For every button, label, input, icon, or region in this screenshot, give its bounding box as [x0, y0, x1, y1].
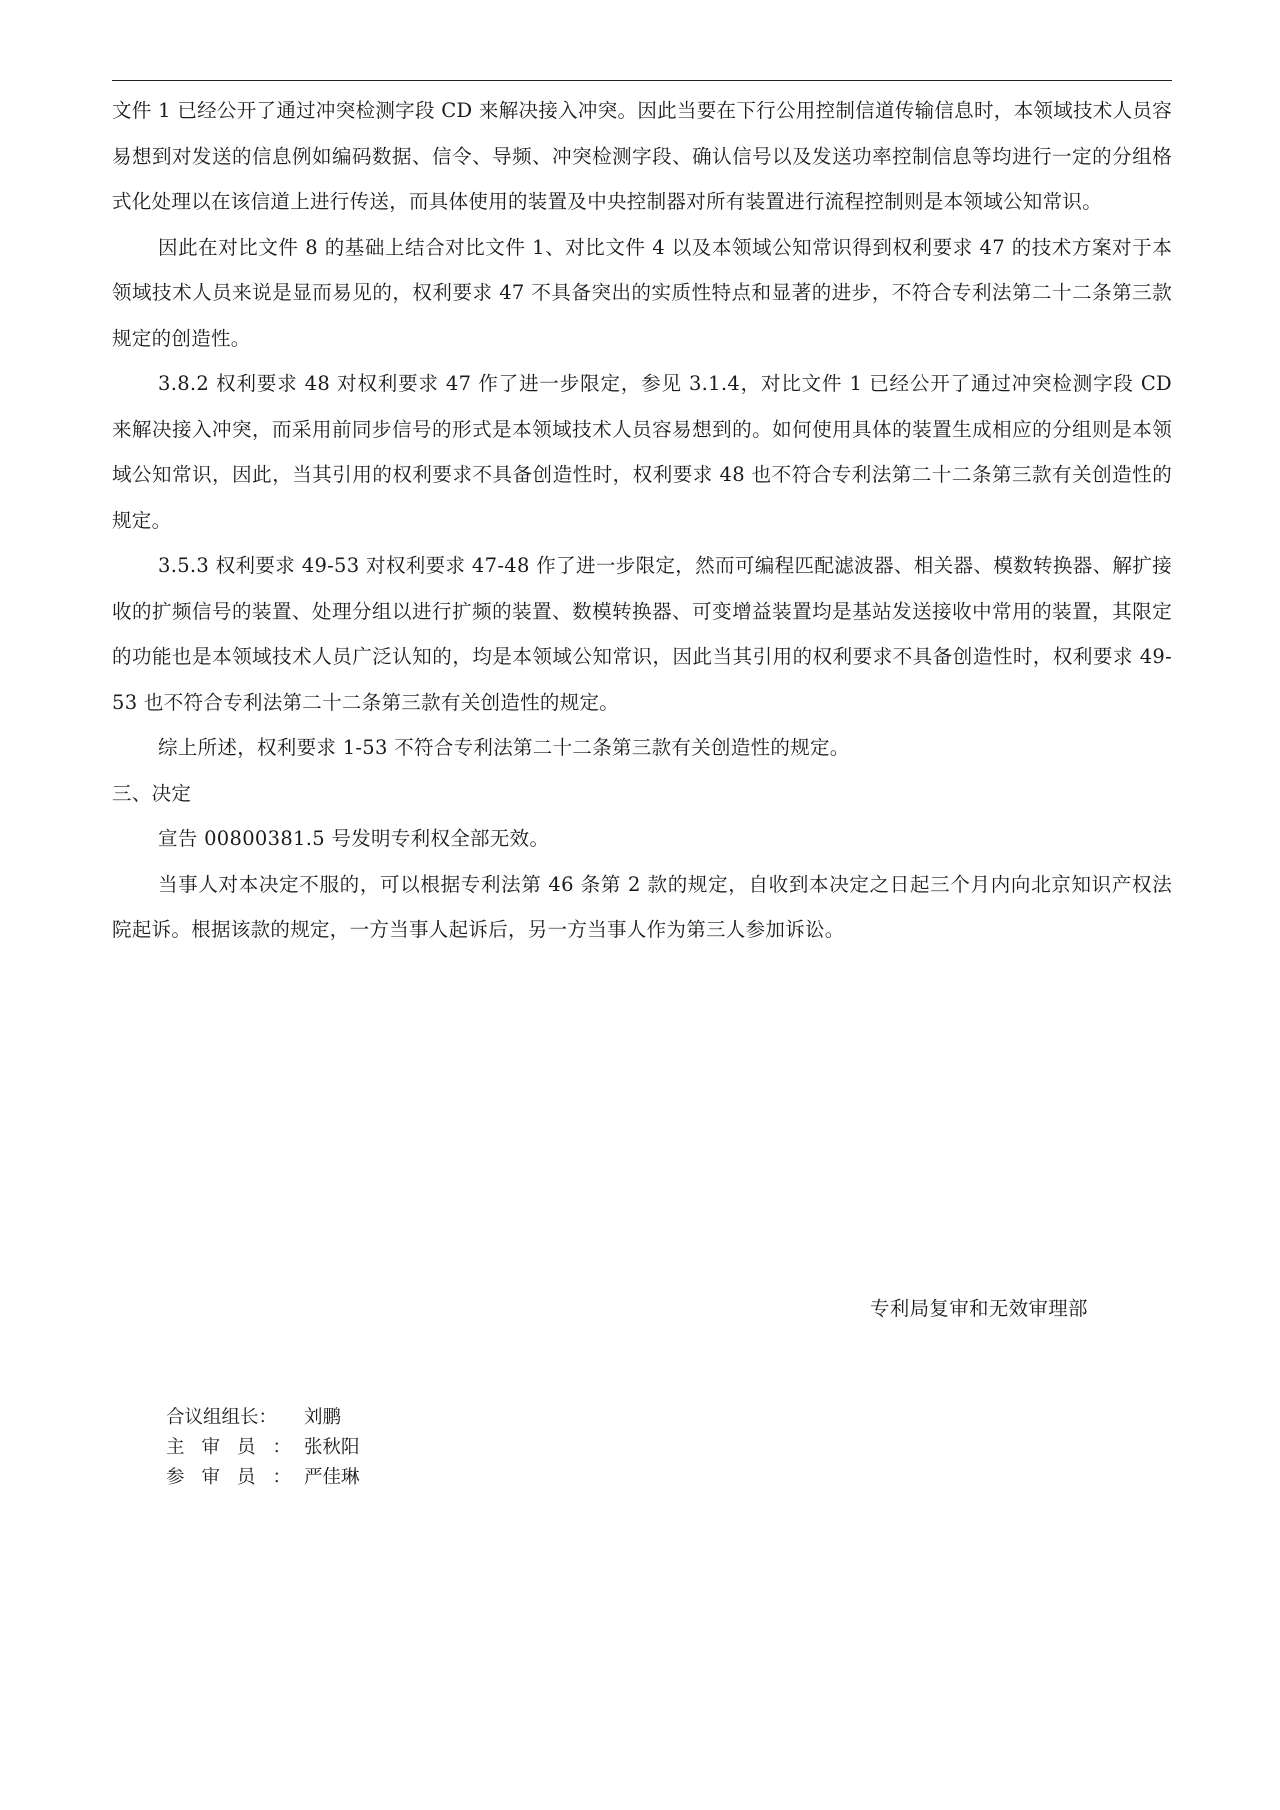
header-rule: [112, 80, 1172, 81]
document-body: [112, 88, 1172, 953]
panel-label-co-examiner: 参审员：: [166, 1467, 309, 1488]
panel-name-chair: 刘鹏: [304, 1407, 342, 1428]
paragraph-summary: 综上所述，权利要求 1-53 不符合专利法第二十二条第三款有关创造性的规定。: [158, 736, 850, 759]
paragraph-appeal-notice: 当事人对本决定不服的，可以根据专利法第 46 条第 2 款的规定，自收到本决定之日起三个月内向北京知识产权法院起诉。根据该款的规定，一方当事人起诉后，另一方当事人作为第三人参加诉讼。: [112, 872, 1172, 941]
panel-name-co-examiner: 严佳琳: [304, 1467, 360, 1488]
signature-organization: 专利局复审和无效审理部: [870, 1297, 1088, 1320]
panel-name-examiner: 张秋阳: [304, 1437, 360, 1458]
panel-label-chair: 合议组组长：: [166, 1407, 278, 1428]
paragraph-decision: 宣告 00800381.5 号发明专利权全部无效。: [158, 827, 550, 850]
paragraph-claim-47-conclusion: 因此在对比文件 8 的基础上结合对比文件 1、对比文件 4 以及本领域公知常识得到权利要求 47 的技术方案对于本领域技术人员来说是显而易见的，权利要求 47 不具备突出的实质性特点和显著的进步，不符合专利法第二十二条第三款规定的创造性。: [112, 235, 1172, 350]
panel-label-examiner: 主审员：: [166, 1437, 309, 1458]
paragraph-continuation: 文件 1 已经公开了通过冲突检测字段 CD 来解决接入冲突。因此当要在下行公用控制信道传输信息时，本领域技术人员容易想到对发送的信息例如编码数据、信令、导频、冲突检测字段、确认信号以及发送功率控制信息等均进行一定的分组格式化处理以在该信道上进行传送，而具体使用的装置及中央控制器对所有装置进行流程控制则是本领域公知常识。: [112, 99, 1172, 213]
panel-row-co-examiner: [166, 1463, 360, 1493]
panel-members: [166, 1403, 360, 1493]
paragraph-claims-49-53: 3.5.3 权利要求 49-53 对权利要求 47-48 作了进一步限定，然而可编程匹配滤波器、相关器、模数转换器、解扩接收的扩频信号的装置、处理分组以进行扩频的装置、数模转换器、可变增益装置均是基站发送接收中常用的装置，其限定的功能也是本领域技术人员广泛认知的，均是本领域公知常识，因此当其引用的权利要求不具备创造性时，权利要求 49-53 也不符合专利法第二十二条第三款有关创造性的规定。: [112, 554, 1172, 714]
panel-row-examiner: [166, 1433, 360, 1463]
paragraph-claim-48: 3.8.2 权利要求 48 对权利要求 47 作了进一步限定，参见 3.1.4，对比文件 1 已经公开了通过冲突检测字段 CD 来解决接入冲突，而采用前同步信号的形式是本领域技术人员容易想到的。如何使用具体的装置生成相应的分组则是本领域公知常识，因此，当其引用的权利要求不具备创造性时，权利要求 48 也不符合专利法第二十二条第三款有关创造性的规定。: [112, 372, 1172, 532]
panel-row-chair: [166, 1403, 360, 1433]
section-heading-decision: 三、决定: [112, 781, 192, 805]
